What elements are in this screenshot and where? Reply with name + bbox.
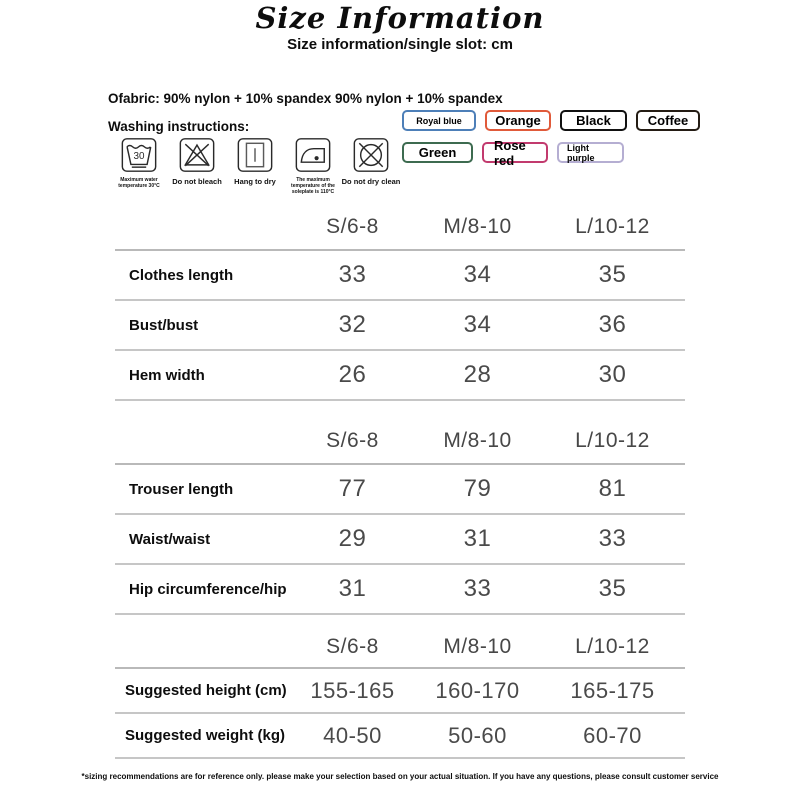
color-row-1	[402, 110, 700, 131]
size-table-header	[115, 205, 685, 251]
size-col-header: S/6-8	[326, 215, 379, 238]
size-value: 31	[463, 525, 492, 552]
size-value: 36	[598, 311, 627, 338]
color-options	[402, 110, 700, 174]
size-table-bottom	[115, 419, 685, 615]
table-row	[115, 301, 685, 351]
color-option-rose-red[interactable]: Rose red	[482, 142, 548, 163]
size-col-header: M/8-10	[443, 429, 512, 452]
row-label: Suggested height (cm)	[125, 682, 287, 699]
wash-item-max-temp	[110, 136, 168, 195]
row-label: Hem width	[129, 366, 205, 384]
color-option-light-purple[interactable]: Light purple	[557, 142, 624, 163]
size-value: 40-50	[323, 722, 382, 748]
page-subtitle: Size information/single slot: cm	[287, 36, 513, 53]
size-value: 32	[338, 311, 367, 338]
size-col-header: M/8-10	[443, 635, 512, 658]
svg-text:30: 30	[133, 151, 145, 163]
color-row-2	[402, 137, 700, 168]
size-value: 33	[338, 261, 367, 288]
size-value: 34	[463, 311, 492, 338]
size-col-header: L/10-12	[575, 429, 650, 452]
wash-caption: Do not dry clean	[341, 177, 401, 186]
size-col-header: L/10-12	[575, 635, 650, 658]
row-label: Hip circumference/hip	[129, 580, 287, 598]
fabric-info: Ofabric: 90% nylon + 10% spandex 90% nylon + 10% spandex	[108, 91, 503, 106]
size-col-header: S/6-8	[326, 429, 379, 452]
size-value: 26	[338, 361, 367, 388]
page-title: Size Information	[255, 1, 545, 35]
row-label: Trouser length	[129, 480, 234, 498]
size-value: 35	[598, 261, 627, 288]
size-value: 33	[598, 525, 627, 552]
size-value: 29	[338, 525, 367, 552]
hang-to-dry-icon	[237, 136, 273, 174]
do-not-dry-clean-icon	[353, 136, 389, 174]
size-value: 33	[463, 575, 492, 602]
row-label: Bust/bust	[129, 316, 199, 334]
table-row	[115, 465, 685, 515]
wash-caption: Do not bleach	[172, 177, 222, 186]
washing-icons-row	[110, 136, 401, 195]
size-value: 31	[338, 575, 367, 602]
wash-item-iron	[284, 136, 342, 195]
size-col-header: S/6-8	[326, 635, 379, 658]
table-row	[115, 251, 685, 301]
table-row	[115, 515, 685, 565]
size-value: 34	[463, 261, 492, 288]
table-row	[115, 714, 685, 759]
size-table-header	[115, 419, 685, 465]
size-value: 165-175	[570, 677, 655, 703]
size-table-header	[115, 627, 685, 669]
size-value: 160-170	[435, 677, 520, 703]
row-label: Clothes length	[129, 266, 234, 284]
footer-disclaimer: *sizing recommendations are for reference only. please make your selection based on your actual situation. If you have any questions, please consult customer service	[81, 772, 719, 781]
size-value: 79	[463, 475, 492, 502]
size-value: 28	[463, 361, 492, 388]
row-label: Suggested weight (kg)	[125, 727, 286, 744]
size-value: 77	[338, 475, 367, 502]
color-option-black[interactable]: Black	[560, 110, 627, 131]
size-value: 35	[598, 575, 627, 602]
wash-30-icon	[121, 136, 157, 174]
table-row	[115, 669, 685, 714]
washing-instructions-label: Washing instructions:	[108, 119, 250, 134]
size-table-top	[115, 205, 685, 401]
color-option-green[interactable]: Green	[402, 142, 473, 163]
wash-caption: Maximum water temperature 30°C	[118, 177, 160, 189]
wash-item-hang-dry	[226, 136, 284, 195]
color-option-royal-blue[interactable]: Royal blue	[402, 110, 476, 131]
table-row	[115, 351, 685, 401]
table-row	[115, 565, 685, 615]
size-value: 60-70	[583, 722, 642, 748]
do-not-bleach-icon	[179, 136, 215, 174]
size-value: 50-60	[448, 722, 507, 748]
size-table-suggested	[115, 627, 685, 759]
size-value: 30	[598, 361, 627, 388]
size-value: 155-165	[310, 677, 395, 703]
wash-item-no-dry-clean	[342, 136, 400, 195]
iron-low-icon	[295, 136, 331, 174]
row-label: Waist/waist	[129, 530, 211, 548]
size-value: 81	[598, 475, 627, 502]
wash-item-no-bleach	[168, 136, 226, 195]
wash-caption: Hang to dry	[234, 177, 276, 186]
wash-caption: The maximum temperature of the soleplate is 110°C	[291, 177, 335, 195]
size-col-header: M/8-10	[443, 215, 512, 238]
color-option-orange[interactable]: Orange	[485, 110, 551, 131]
size-col-header: L/10-12	[575, 215, 650, 238]
color-option-coffee[interactable]: Coffee	[636, 110, 700, 131]
